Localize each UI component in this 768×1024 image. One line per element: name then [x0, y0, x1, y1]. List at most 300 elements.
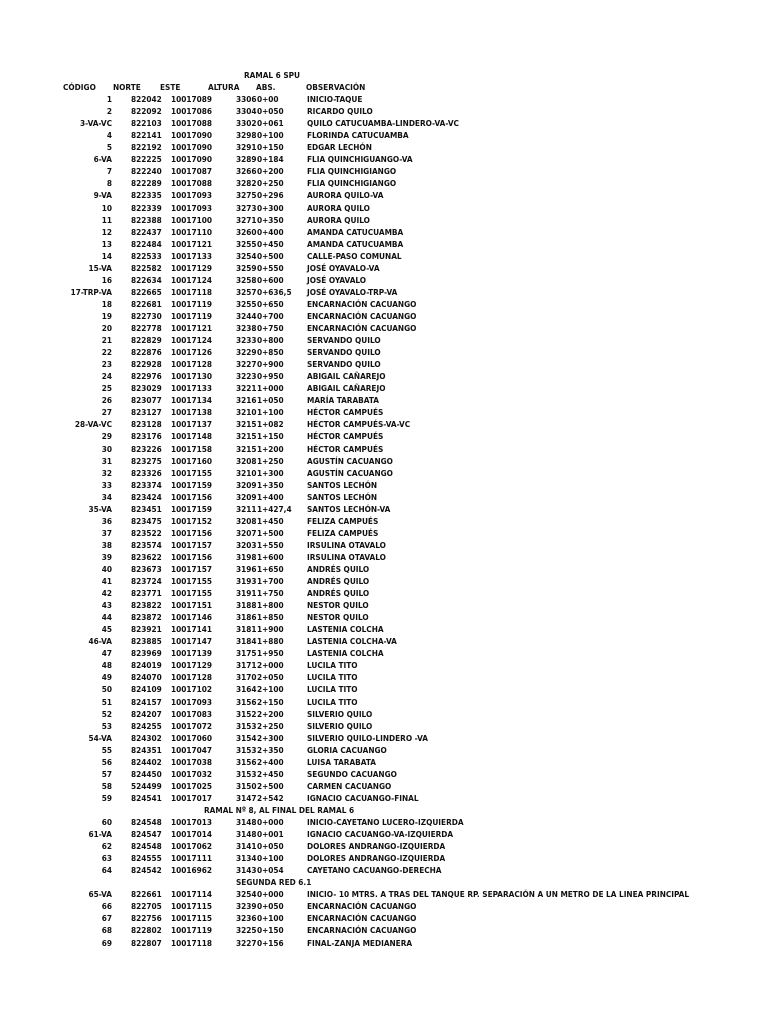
cell-observacion: ENCARNACIÓN CACUANGO — [307, 310, 417, 321]
cell-este: 10017157 — [171, 564, 213, 574]
cell-observacion: NESTOR QUILO — [307, 600, 369, 611]
cell-norte: 824555 — [131, 853, 162, 864]
cell-altura: 3291 — [236, 142, 257, 153]
cell-abs: 1+600 — [257, 551, 284, 562]
cell-altura: 3302 — [236, 118, 257, 129]
cell-abs: 1+250 — [257, 455, 284, 466]
cell-norte: 824070 — [131, 672, 162, 683]
cell-este: 10017158 — [171, 443, 213, 454]
cell-abs: 0+296 — [257, 190, 284, 201]
cell-este: 10017160 — [171, 455, 213, 466]
cell-altura: 3221 — [236, 383, 257, 394]
cell-este: 10017060 — [171, 732, 213, 743]
cell-altura: 3171 — [236, 660, 257, 671]
table-row — [0, 671, 768, 683]
cell-abs: 1+700 — [257, 576, 284, 586]
table-row — [0, 117, 768, 129]
cell-altura: 3223 — [236, 371, 257, 382]
cell-codigo: 21 — [101, 335, 112, 345]
cell-altura: 3152 — [236, 708, 257, 719]
cell-abs: 0+184 — [257, 154, 284, 165]
cell-altura: 3186 — [236, 612, 257, 623]
header-codigo: CÓDIGO — [63, 82, 96, 92]
cell-este: 10017017 — [171, 792, 213, 803]
cell-este: 10017121 — [171, 238, 213, 249]
cell-altura: 3148 — [236, 829, 257, 839]
cell-abs: 0+200 — [257, 166, 284, 177]
cell-norte: 822778 — [131, 323, 162, 333]
cell-observacion: ENCARNACIÓN CACUANGO — [307, 925, 417, 936]
cell-abs: 0+156 — [257, 937, 284, 948]
cell-codigo: 27 — [101, 407, 112, 418]
cell-altura: 3193 — [236, 576, 257, 586]
cell-norte: 822681 — [131, 298, 162, 309]
cell-norte: 822802 — [131, 925, 162, 936]
cell-abs: 1+427,4 — [257, 503, 292, 514]
cell-codigo: 6-VA — [93, 154, 112, 165]
column-header-row — [0, 81, 768, 93]
table-row — [0, 479, 768, 491]
cell-altura: 3154 — [236, 732, 257, 743]
cell-este: 10017137 — [171, 419, 213, 430]
cell-este: 10017156 — [171, 491, 213, 502]
cell-este: 10017134 — [171, 395, 213, 406]
table-row — [0, 900, 768, 912]
cell-altura: 3258 — [236, 274, 257, 285]
cell-altura: 3164 — [236, 684, 257, 695]
table-row — [0, 274, 768, 286]
cell-abs: 0+000 — [257, 817, 284, 827]
cell-observacion: HÉCTOR CAMPUÉS — [307, 431, 384, 442]
cell-observacion: IRSULINA OTAVALO — [307, 539, 386, 550]
cell-abs: 1+500 — [257, 527, 284, 538]
cell-norte: 824157 — [131, 696, 162, 707]
table-row — [0, 551, 768, 563]
cell-codigo: 14 — [101, 250, 112, 261]
table-row — [0, 864, 768, 876]
cell-este: 10017119 — [171, 298, 213, 309]
cell-codigo: 13 — [101, 238, 112, 249]
cell-codigo: 49 — [101, 672, 112, 683]
cell-norte: 822240 — [131, 166, 162, 177]
cell-observacion: LASTENIA COLCHA-VA — [307, 636, 397, 647]
cell-este: 10016962 — [171, 865, 213, 876]
cell-observacion: AGUSTÍN CACUANGO — [307, 467, 393, 478]
cell-este: 10017141 — [171, 624, 213, 635]
cell-este: 10017093 — [171, 202, 213, 213]
cell-norte: 824548 — [131, 841, 162, 852]
table-row — [0, 93, 768, 105]
cell-observacion: JOSÉ OYAVALO-VA — [307, 262, 380, 273]
cell-observacion: MARÍA TARABATA — [307, 395, 379, 406]
cell-norte: 823451 — [131, 503, 162, 514]
cell-altura: 3260 — [236, 226, 257, 237]
table-row — [0, 924, 768, 936]
cell-este: 10017148 — [171, 431, 213, 442]
cell-abs: 1+400 — [257, 491, 284, 502]
cell-codigo: 17-TRP-VA — [70, 286, 112, 297]
cell-este: 10017139 — [171, 648, 213, 659]
cell-norte: 822339 — [131, 202, 162, 213]
cell-codigo: 68 — [101, 925, 112, 936]
cell-este: 10017121 — [171, 323, 213, 333]
cell-norte: 823872 — [131, 612, 162, 623]
cell-norte: 824109 — [131, 684, 162, 695]
cell-abs: 0+900 — [257, 359, 284, 370]
cell-este: 10017156 — [171, 527, 213, 538]
cell-altura: 3175 — [236, 648, 257, 659]
cell-altura: 3210 — [236, 407, 257, 418]
table-row — [0, 358, 768, 370]
cell-abs: 1+650 — [257, 564, 284, 574]
cell-observacion: SILVERIO QUILO — [307, 708, 373, 719]
cell-este: 10017151 — [171, 600, 213, 611]
cell-codigo: 59 — [101, 792, 112, 803]
cell-norte: 822437 — [131, 226, 162, 237]
cell-observacion: LUCILA TITO — [307, 684, 358, 695]
cell-norte: 822103 — [131, 118, 162, 129]
cell-observacion: ENCARNACIÓN CACUANGO — [307, 323, 417, 333]
cell-altura: 3153 — [236, 720, 257, 731]
cell-altura: 3141 — [236, 841, 257, 852]
table-row — [0, 346, 768, 358]
cell-codigo: 43 — [101, 600, 112, 611]
cell-abs: 0+500 — [257, 250, 284, 261]
cell-norte: 824542 — [131, 865, 162, 876]
cell-observacion: FLIA QUINCHIGIANGO — [307, 166, 397, 177]
cell-norte: 823969 — [131, 648, 162, 659]
cell-observacion: IGNACIO CACUANGO-VA-IZQUIERDA — [307, 829, 454, 839]
cell-abs: 2+400 — [257, 756, 284, 767]
cell-norte: 524499 — [131, 780, 162, 791]
cell-altura: 3153 — [236, 744, 257, 755]
cell-codigo: 39 — [101, 551, 112, 562]
cell-abs: 1+450 — [257, 515, 284, 526]
table-row — [0, 599, 768, 611]
cell-abs: 2+542 — [257, 792, 284, 803]
cell-este: 10017155 — [171, 588, 213, 599]
cell-norte: 822705 — [131, 901, 162, 912]
cell-este: 10017088 — [171, 178, 213, 189]
cell-este: 10017156 — [171, 551, 213, 562]
cell-observacion: ANDRÉS QUILO — [307, 588, 370, 599]
cell-norte: 823475 — [131, 515, 162, 526]
table-row — [0, 177, 768, 189]
cell-abs: 2+450 — [257, 768, 284, 779]
table-row — [0, 756, 768, 768]
cell-abs: 2+000 — [257, 660, 284, 671]
cell-norte: 823771 — [131, 588, 162, 599]
cell-observacion: SANTOS LECHÓN — [307, 491, 378, 502]
cell-codigo: 38 — [101, 539, 112, 550]
cell-este: 10017159 — [171, 503, 213, 514]
cell-abs: 2+250 — [257, 720, 284, 731]
cell-abs: 0+100 — [257, 130, 284, 141]
cell-codigo: 47 — [101, 648, 112, 659]
cell-abs: 1+550 — [257, 539, 284, 550]
cell-este: 10017083 — [171, 708, 213, 719]
table-row — [0, 334, 768, 346]
cell-norte: 822225 — [131, 154, 162, 165]
section-title: RAMAL Nº 8, AL FINAL DEL RAMAL 6 — [204, 804, 355, 815]
cell-norte: 823176 — [131, 431, 162, 442]
cell-abs: 0+001 — [257, 829, 284, 839]
cell-altura: 3273 — [236, 202, 257, 213]
cell-altura: 3153 — [236, 768, 257, 779]
cell-norte: 824547 — [131, 829, 162, 839]
cell-norte: 823326 — [131, 467, 162, 478]
cell-observacion: LUISA TARABATA — [307, 756, 376, 767]
table-row — [0, 286, 768, 298]
cell-este: 10017146 — [171, 612, 213, 623]
cell-observacion: IRSULINA OTAVALO — [307, 551, 386, 562]
cell-codigo: 30 — [101, 443, 112, 454]
cell-norte: 822484 — [131, 238, 162, 249]
cell-este: 10017115 — [171, 913, 213, 924]
cell-altura: 3181 — [236, 624, 257, 635]
cell-este: 10017157 — [171, 539, 213, 550]
table-row — [0, 406, 768, 418]
cell-codigo: 24 — [101, 371, 112, 382]
cell-altura: 3215 — [236, 431, 257, 442]
cell-este: 10017129 — [171, 660, 213, 671]
cell-codigo: 69 — [101, 937, 112, 948]
cell-norte: 822634 — [131, 274, 162, 285]
cell-altura: 3225 — [236, 925, 257, 936]
cell-altura: 3198 — [236, 551, 257, 562]
cell-norte: 824207 — [131, 708, 162, 719]
cell-abs: 0+350 — [257, 214, 284, 225]
cell-este: 10017038 — [171, 756, 213, 767]
cell-abs: 0+054 — [257, 865, 284, 876]
table-row — [0, 768, 768, 780]
cell-observacion: INICIO-TAQUE — [307, 94, 363, 104]
cell-observacion: DOLORES ANDRANGO-IZQUIERDA — [307, 841, 446, 852]
table-row — [0, 165, 768, 177]
cell-abs: 0+00 — [257, 94, 279, 104]
cell-altura: 3208 — [236, 515, 257, 526]
cell-norte: 824019 — [131, 660, 162, 671]
cell-este: 10017115 — [171, 901, 213, 912]
cell-altura: 3215 — [236, 443, 257, 454]
table-row — [0, 816, 768, 828]
cell-altura: 3209 — [236, 491, 257, 502]
cell-abs: 1+900 — [257, 624, 284, 635]
cell-observacion: CALLE-PASO COMUNAL — [307, 250, 402, 261]
cell-abs: 2+350 — [257, 744, 284, 755]
cell-observacion: FINAL-ZANJA MEDIANERA — [307, 937, 413, 948]
cell-norte: 823921 — [131, 624, 162, 635]
cell-altura: 3236 — [236, 913, 257, 924]
cell-este: 10017062 — [171, 841, 213, 852]
cell-este: 10017126 — [171, 347, 213, 358]
table-row — [0, 744, 768, 756]
cell-observacion: ENCARNACIÓN CACUANGO — [307, 913, 417, 924]
cell-norte: 823822 — [131, 600, 162, 611]
cell-codigo: 67 — [101, 913, 112, 924]
cell-abs: 0+150 — [257, 925, 284, 936]
cell-observacion: CARMEN CACUANGO — [307, 780, 392, 791]
cell-norte: 823128 — [131, 419, 162, 430]
cell-altura: 3215 — [236, 419, 257, 430]
cell-observacion: ABIGAIL CAÑAREJO — [307, 371, 386, 382]
cell-observacion: INICIO- 10 MTRS. A TRAS DEL TANQUE RP. SEPARACIÓN A UN METRO DE LA LINEA PRINCIPAL — [307, 889, 690, 900]
cell-codigo: 56 — [101, 756, 112, 767]
cell-norte: 822665 — [131, 286, 162, 297]
cell-norte: 822042 — [131, 94, 162, 104]
cell-este: 10017152 — [171, 515, 213, 526]
cell-codigo: 18 — [101, 298, 112, 309]
cell-este: 10017086 — [171, 106, 213, 116]
cell-abs: 0+550 — [257, 262, 284, 273]
table-row — [0, 780, 768, 792]
cell-este: 10017111 — [171, 853, 213, 864]
section-title: SEGUNDA RED 6.1 — [236, 877, 312, 888]
cell-observacion: ENCARNACIÓN CACUANGO — [307, 901, 417, 912]
cell-altura: 3271 — [236, 214, 257, 225]
cell-abs: 1+050 — [257, 395, 284, 406]
cell-norte: 823574 — [131, 539, 162, 550]
cell-norte: 823522 — [131, 527, 162, 538]
cell-este: 10017155 — [171, 576, 213, 586]
cell-este: 10017090 — [171, 142, 213, 153]
cell-abs: 1+850 — [257, 612, 284, 623]
cell-observacion: AMANDA CATUCUAMBA — [307, 226, 404, 237]
cell-norte: 823029 — [131, 383, 162, 394]
header-observacion: OBSERVACIÓN — [306, 82, 366, 92]
table-row — [0, 189, 768, 201]
cell-altura: 3143 — [236, 865, 257, 876]
cell-codigo: 26 — [101, 395, 112, 406]
cell-observacion: JOSÉ OYAVALO-TRP-VA — [307, 286, 398, 297]
cell-observacion: ABIGAIL CAÑAREJO — [307, 383, 386, 394]
cell-norte: 824548 — [131, 817, 162, 827]
cell-este: 10017072 — [171, 720, 213, 731]
cell-este: 10017155 — [171, 467, 213, 478]
table-row — [0, 563, 768, 575]
table-row — [0, 732, 768, 744]
cell-observacion: LASTENIA COLCHA — [307, 624, 384, 635]
cell-codigo: 2 — [106, 106, 112, 116]
cell-codigo: 58 — [101, 780, 112, 791]
cell-abs: 0+950 — [257, 371, 284, 382]
cell-abs: 0+061 — [257, 118, 284, 129]
cell-altura: 3156 — [236, 696, 257, 707]
cell-codigo: 45 — [101, 624, 112, 635]
cell-este: 10017014 — [171, 829, 213, 839]
cell-abs: 0+600 — [257, 274, 284, 285]
cell-norte: 822092 — [131, 106, 162, 116]
table-row — [0, 467, 768, 479]
cell-codigo: 57 — [101, 768, 112, 779]
cell-este: 10017118 — [171, 286, 213, 297]
cell-observacion: FLIA QUINCHIGUANGO-VA — [307, 154, 413, 165]
cell-abs: 0+250 — [257, 178, 284, 189]
table-row — [0, 828, 768, 840]
cell-observacion: LUCILA TITO — [307, 660, 358, 671]
cell-codigo: 35-VA — [88, 503, 112, 514]
cell-altura: 3207 — [236, 527, 257, 538]
cell-norte: 823275 — [131, 455, 162, 466]
cell-abs: 0+050 — [257, 106, 284, 116]
cell-altura: 3266 — [236, 166, 257, 177]
cell-abs: 1+880 — [257, 636, 284, 647]
table-row — [0, 623, 768, 635]
table-row — [0, 696, 768, 708]
cell-norte: 822141 — [131, 130, 162, 141]
cell-observacion: LUCILA TITO — [307, 696, 358, 707]
cell-codigo: 65-VA — [88, 889, 112, 900]
cell-altura: 3254 — [236, 250, 257, 261]
cell-norte: 823077 — [131, 395, 162, 406]
header-abs: ABS. — [256, 82, 276, 92]
cell-este: 10017114 — [171, 889, 213, 900]
cell-observacion: IGNACIO CACUANGO-FINAL — [307, 792, 419, 803]
table-row — [0, 937, 768, 949]
cell-observacion: FLORINDA CATUCUAMBA — [307, 130, 409, 141]
cell-este: 10017093 — [171, 190, 213, 201]
cell-altura: 3156 — [236, 756, 257, 767]
cell-abs: 0+800 — [257, 335, 284, 345]
cell-altura: 3282 — [236, 178, 257, 189]
cell-altura: 3184 — [236, 636, 257, 647]
table-row — [0, 370, 768, 382]
cell-norte: 822661 — [131, 889, 162, 900]
cell-norte: 822192 — [131, 142, 162, 153]
cell-codigo: 52 — [101, 708, 112, 719]
cell-este: 10017089 — [171, 94, 213, 104]
cell-codigo: 60 — [101, 817, 112, 827]
cell-codigo: 22 — [101, 347, 112, 358]
table-row — [0, 491, 768, 503]
cell-abs: 2+100 — [257, 684, 284, 695]
cell-norte: 822976 — [131, 371, 162, 382]
cell-norte: 824402 — [131, 756, 162, 767]
table-row — [0, 430, 768, 442]
cell-abs: 1+100 — [257, 407, 284, 418]
cell-observacion: FELIZA CAMPUÉS — [307, 527, 379, 538]
cell-norte: 822876 — [131, 347, 162, 358]
table-row — [0, 394, 768, 406]
cell-norte: 823127 — [131, 407, 162, 418]
cell-altura: 3255 — [236, 298, 257, 309]
cell-observacion: SILVERIO QUILO-LINDERO -VA — [307, 732, 428, 743]
cell-altura: 3289 — [236, 154, 257, 165]
cell-codigo: 50 — [101, 684, 112, 695]
cell-norte: 822928 — [131, 359, 162, 370]
cell-este: 10017128 — [171, 359, 213, 370]
table-row — [0, 852, 768, 864]
cell-observacion: SANTOS LECHÓN-VA — [307, 503, 391, 514]
cell-codigo: 28-VA-VC — [74, 419, 112, 430]
cell-norte: 822289 — [131, 178, 162, 189]
cell-altura: 3134 — [236, 853, 257, 864]
cell-este: 10017118 — [171, 937, 213, 948]
cell-codigo: 25 — [101, 383, 112, 394]
cell-abs: 1+200 — [257, 443, 284, 454]
cell-abs: 1+000 — [257, 383, 284, 394]
cell-codigo: 41 — [101, 576, 112, 586]
table-row — [0, 298, 768, 310]
cell-altura: 3210 — [236, 467, 257, 478]
cell-codigo: 8 — [106, 178, 112, 189]
cell-codigo: 55 — [101, 744, 112, 755]
cell-observacion: FLIA QUINCHIGIANGO — [307, 178, 397, 189]
table-row — [0, 635, 768, 647]
cell-altura: 3209 — [236, 479, 257, 490]
table-row — [0, 226, 768, 238]
table-row — [0, 503, 768, 515]
